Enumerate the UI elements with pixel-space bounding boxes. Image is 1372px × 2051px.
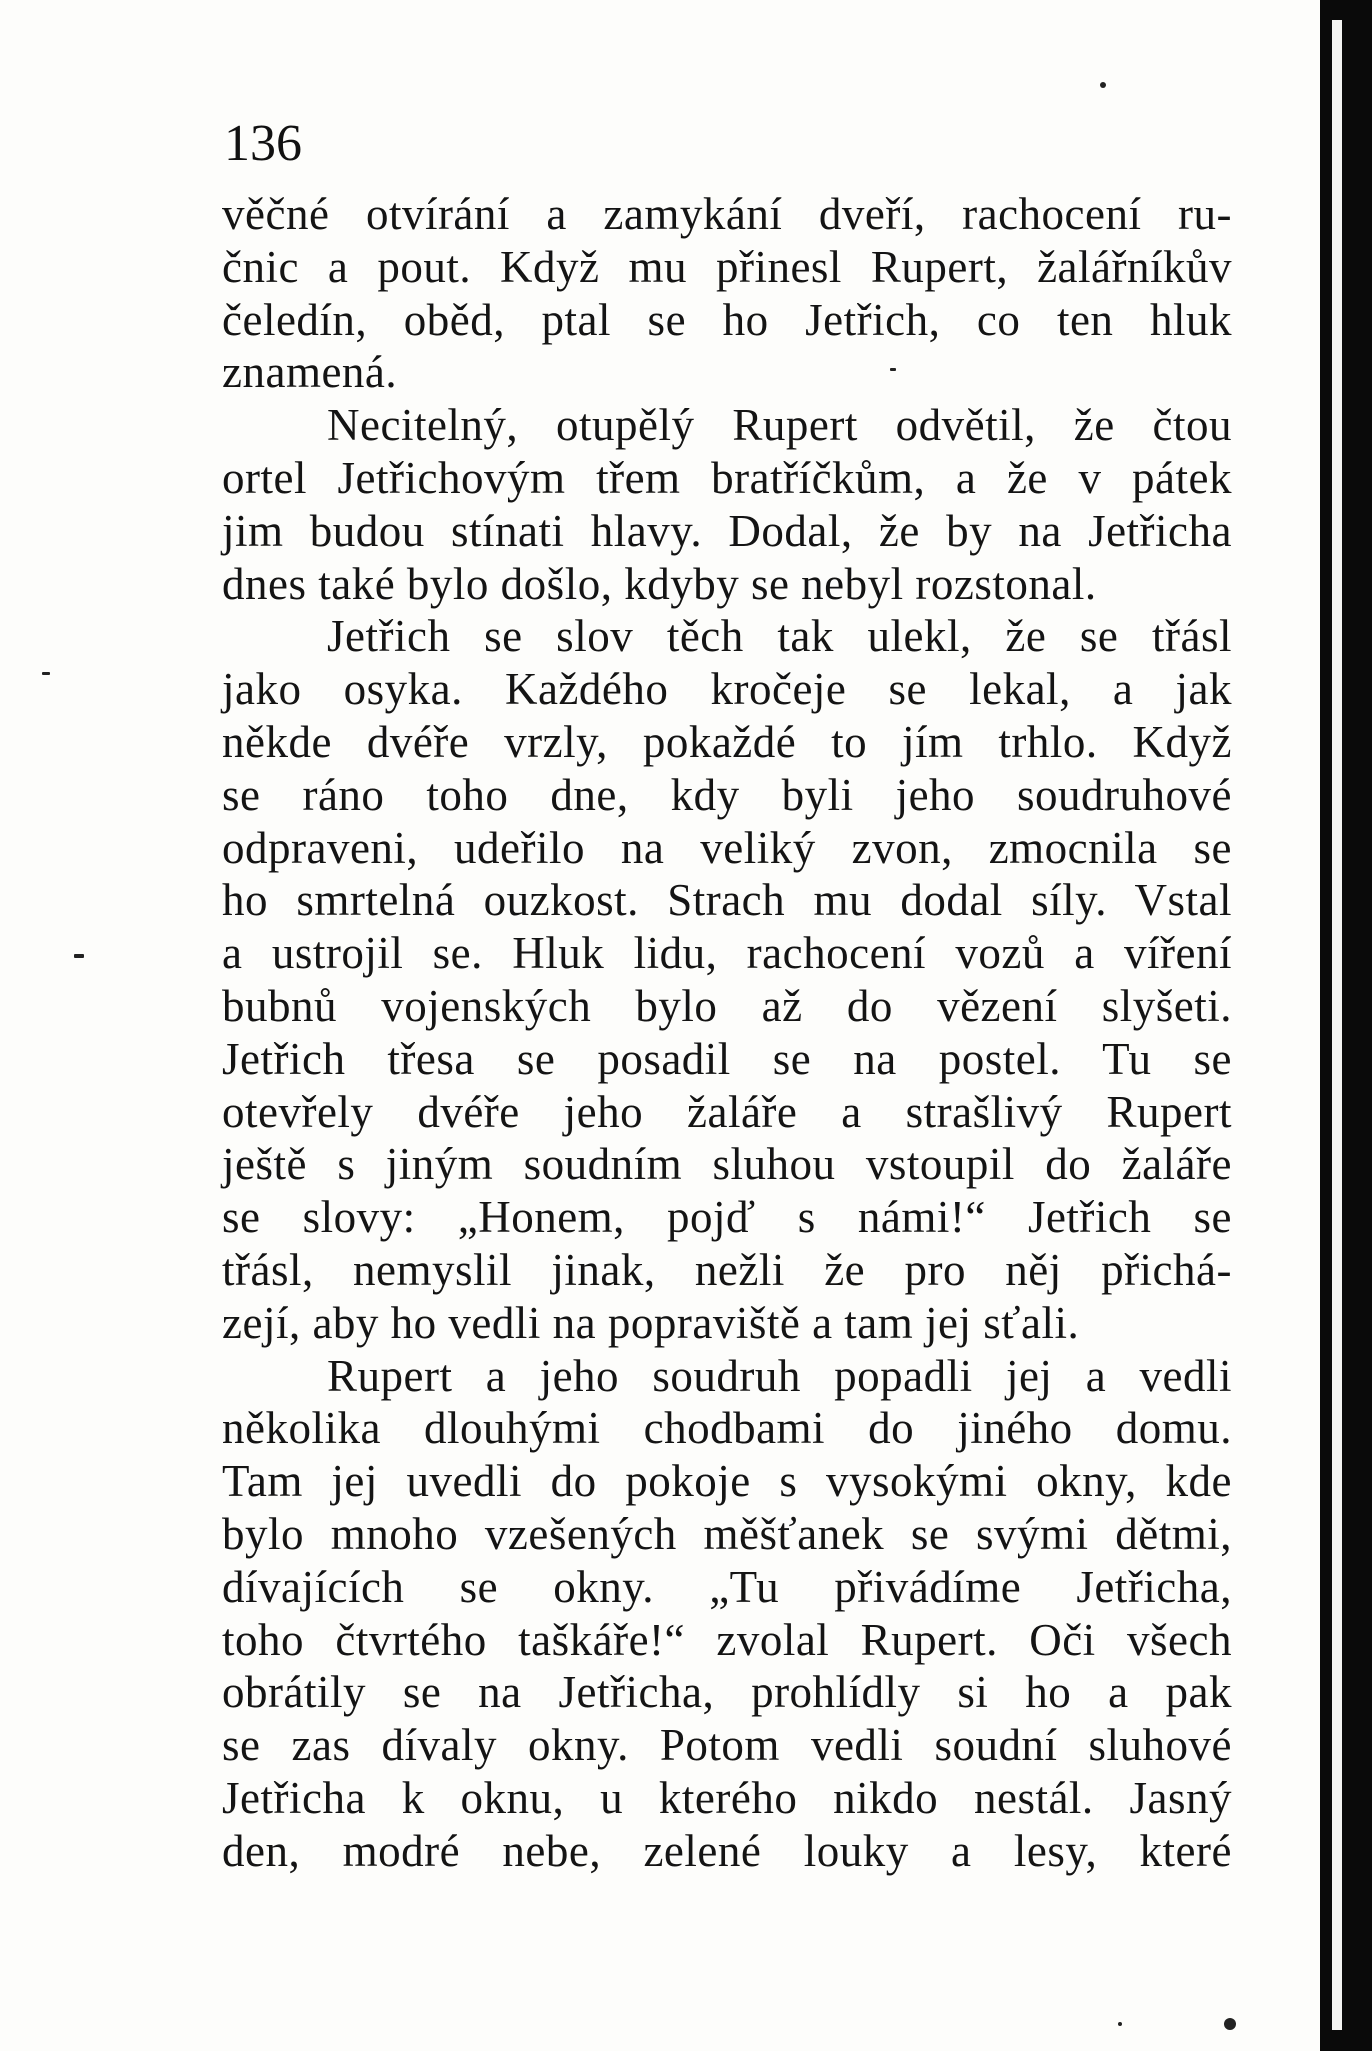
text-line: Jetřicha k oknu, u kterého nikdo nestál. Jasný: [222, 1772, 1232, 1823]
text-line: bylo mnoho vzešených měšťanek se svými dětmi,: [222, 1508, 1232, 1559]
text-line: dnes také bylo došlo, kdyby se nebyl rozstonal.: [222, 558, 1097, 609]
text-line: ještě s jiným soudním sluhou vstoupil do žaláře: [222, 1139, 1232, 1190]
text-line: znamená.: [222, 347, 398, 398]
text-line: čnic a pout. Když mu přinesl Rupert, žalářníkův: [222, 241, 1232, 292]
text-line: se ráno toho dne, kdy byli jeho soudruhové: [222, 769, 1232, 820]
text-line: Necitelný, otupělý Rupert odvětil, že čtou: [327, 400, 1232, 451]
body-text: [222, 188, 1232, 1878]
text-line: třásl, nemyslil jinak, nežli že pro něj přichá-: [222, 1244, 1232, 1295]
ink-speck: [74, 954, 84, 958]
text-line: Jetřich třesa se posadil se na postel. Tu se: [222, 1033, 1232, 1084]
text-line: otevřely dvéře jeho žaláře a strašlivý Rupert: [222, 1086, 1232, 1137]
ink-speck: [890, 368, 896, 371]
text-line: toho čtvrtého taškáře!“ zvolal Rupert. Oči všech: [222, 1614, 1232, 1665]
scan-edge-inner: [1332, 20, 1342, 2030]
text-line: dívajících se okny. „Tu přivádíme Jetřicha,: [222, 1561, 1232, 1612]
text-line: Rupert a jeho soudruh popadli jej a vedli: [327, 1350, 1232, 1401]
page-number: 136: [224, 115, 302, 172]
text-line: několika dlouhými chodbami do jiného domu.: [222, 1403, 1232, 1454]
text-line: Tam jej uvedli do pokoje s vysokými okny, kde: [222, 1456, 1232, 1507]
text-line: a ustrojil se. Hluk lidu, rachocení vozů a víření: [222, 928, 1232, 979]
text-line: bubnů vojenských bylo až do vězení slyšeti.: [222, 980, 1232, 1031]
ink-speck: [1118, 2022, 1122, 2026]
text-line: odpraveni, udeřilo na veliký zvon, zmocnila se: [222, 822, 1232, 873]
ink-speck: [1224, 2018, 1236, 2030]
text-line: Jetřich se slov těch tak ulekl, že se třásl: [327, 611, 1232, 662]
text-line: ortel Jetřichovým třem bratříčkům, a že v pátek: [222, 452, 1232, 503]
text-line: čeledín, oběd, ptal se ho Jetřich, co ten hluk: [222, 294, 1232, 345]
text-line: ho smrtelná ouzkost. Strach mu dodal síly. Vstal: [222, 875, 1232, 926]
text-line: se zas dívaly okny. Potom vedli soudní sluhové: [222, 1720, 1232, 1771]
ink-speck: [42, 672, 50, 675]
text-line: obrátily se na Jetřicha, prohlídly si ho a pak: [222, 1667, 1232, 1718]
text-line: jako osyka. Každého kročeje se lekal, a jak: [222, 664, 1232, 715]
text-line: věčné otvírání a zamykání dveří, rachocení ru-: [222, 189, 1232, 239]
text-line: zejí, aby ho vedli na popraviště a tam jej sťali.: [222, 1297, 1080, 1348]
scan-edge: [1320, 0, 1372, 2051]
ink-speck: [1100, 82, 1106, 88]
text-line: se slovy: „Honem, pojď s námi!“ Jetřich se: [222, 1192, 1232, 1243]
text-line: den, modré nebe, zelené louky a lesy, které: [222, 1825, 1232, 1876]
text-line: jim budou stínati hlavy. Dodal, že by na Jetřicha: [222, 505, 1232, 556]
text-line: někde dvéře vrzly, pokaždé to jím trhlo. Když: [222, 716, 1232, 767]
